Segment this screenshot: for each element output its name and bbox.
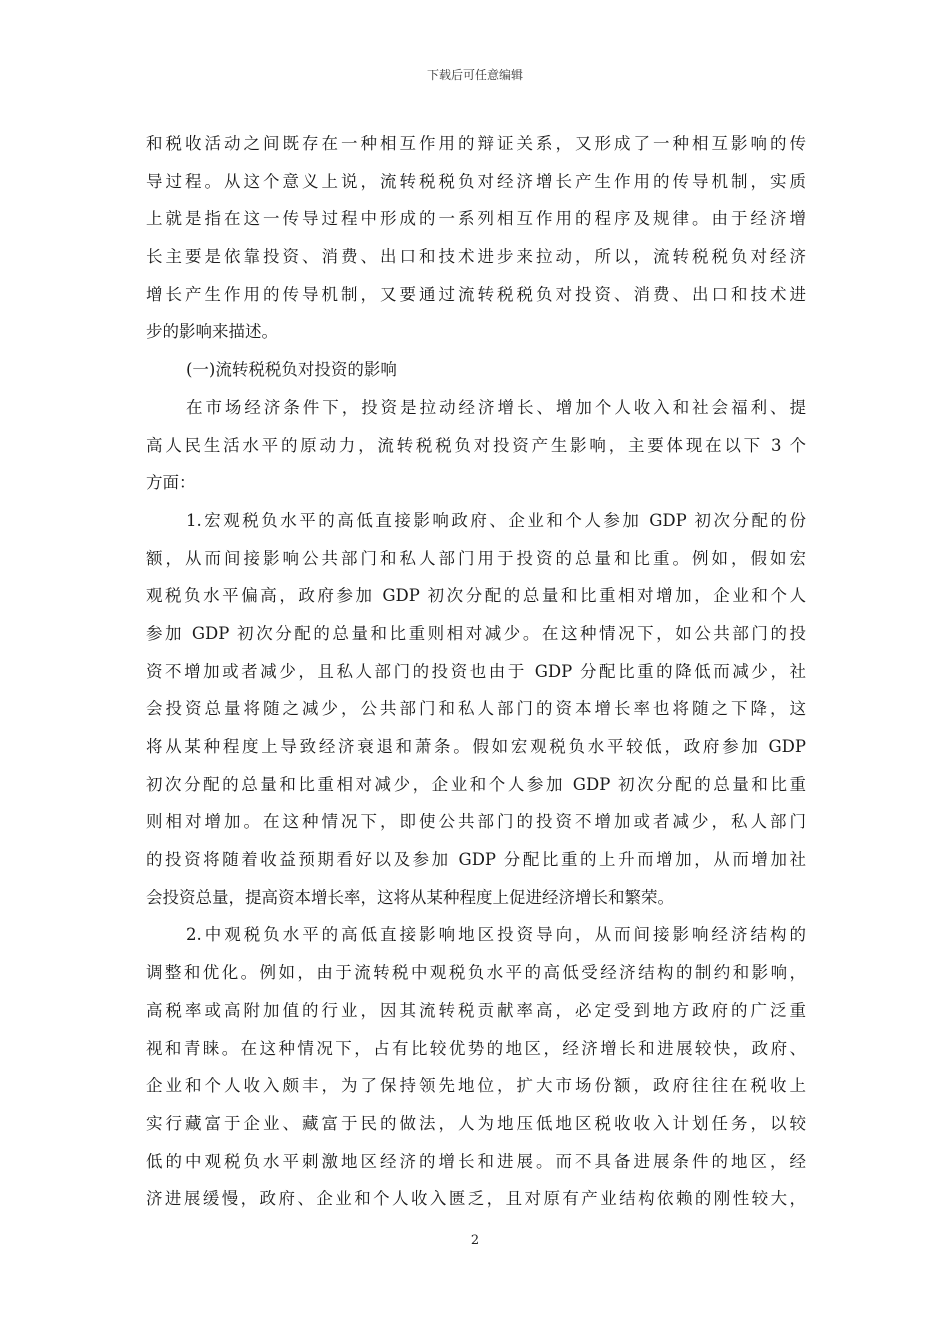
text-line bbox=[146, 540, 806, 578]
text-line-content: 资不增加或者减少，且私人部门的投资也由于 GDP 分配比重的降低而减少，社 bbox=[146, 661, 806, 681]
text-line bbox=[146, 841, 806, 879]
text-line bbox=[146, 1105, 806, 1143]
text-line bbox=[146, 238, 806, 276]
text-line bbox=[146, 954, 806, 992]
text-line-content: 将从某种程度上导致经济衰退和萧条。假如宏观税负水平较低，政府参加 GDP bbox=[146, 737, 806, 756]
text-line bbox=[146, 615, 806, 653]
text-line-content: 实行藏富于企业、藏富于民的做法，人为地压低地区税收收入计划任务，以较 bbox=[146, 1113, 806, 1133]
text-line bbox=[146, 351, 806, 389]
text-line-content: 增长产生作用的传导机制，又要通过流转税税负对投资、消费、出口和技术进 bbox=[146, 284, 806, 304]
page-number: 2 bbox=[470, 1233, 480, 1248]
text-line bbox=[146, 1180, 806, 1218]
text-line bbox=[146, 125, 806, 163]
text-line-content: 和税收活动之间既存在一种相互作用的辩证关系，又形成了一种相互影响的传 bbox=[146, 134, 806, 153]
text-line-content: 上就是指在这一传导过程中形成的一系列相互作用的程序及规律。由于经济增 bbox=[146, 209, 806, 229]
text-line bbox=[146, 1067, 806, 1105]
text-line-content: 高人民生活水平的原动力，流转税税负对投资产生影响，主要体现在以下 3 个 bbox=[146, 435, 806, 455]
text-line bbox=[146, 163, 806, 201]
text-line-content: 在市场经济条件下，投资是拉动经济增长、增加个人收入和社会福利、提 bbox=[186, 397, 806, 417]
page-header: 下载后可任意编辑 bbox=[426, 68, 523, 82]
text-line-content: 导过程。从这个意义上说，流转税税负对经济增长产生作用的传导机制，实质 bbox=[146, 171, 806, 191]
text-line-content: 会投资总量将随之减少，公共部门和私人部门的资本增长率也将随之下降，这 bbox=[146, 699, 806, 719]
text-line-content: 的投资将随着收益预期看好以及参加 GDP 分配比重的上升而增加，从而增加社 bbox=[146, 850, 806, 870]
text-line bbox=[146, 1143, 806, 1181]
text-line bbox=[146, 200, 806, 238]
text-line-content: 调整和优化。例如，由于流转税中观税负水平的高低受经济结构的制约和影响， bbox=[146, 963, 806, 983]
text-line-content: 额，从而间接影响公共部门和私人部门用于投资的总量和比重。例如，假如宏 bbox=[146, 548, 806, 568]
text-line-content: 观税负水平偏高，政府参加 GDP 初次分配的总量和比重相对增加，企业和个人 bbox=[146, 586, 806, 606]
text-line-content: 低的中观税负水平刺激地区经济的增长和进展。而不具备进展条件的地区，经 bbox=[146, 1151, 806, 1171]
text-line bbox=[146, 803, 806, 841]
text-line-content: 高税率或高附加值的行业，因其流转税贡献率高，必定受到地方政府的广泛重 bbox=[146, 1000, 806, 1020]
text-line bbox=[146, 313, 806, 351]
text-line bbox=[146, 502, 806, 540]
text-line bbox=[146, 464, 806, 502]
text-line-content: 视和青睐。在这种情况下，占有比较优势的地区，经济增长和进展较快，政府、 bbox=[146, 1038, 806, 1058]
text-line bbox=[146, 427, 806, 465]
text-line bbox=[146, 879, 806, 917]
text-line-content: 初次分配的总量和比重相对减少，企业和个人参加 GDP 初次分配的总量和比重 bbox=[146, 774, 806, 794]
text-line-content: 方面： bbox=[146, 473, 196, 493]
text-line bbox=[146, 766, 806, 804]
text-line-content: 会投资总量，提高资本增长率，这将从某种程度上促进经济增长和繁荣。 bbox=[146, 887, 674, 907]
text-line bbox=[146, 577, 806, 615]
text-line-content: 步的影响来描述。 bbox=[146, 322, 278, 342]
text-line bbox=[146, 276, 806, 314]
text-line-content: 参加 GDP 初次分配的总量和比重则相对减少。在这种情况下，如公共部门的投 bbox=[146, 623, 806, 643]
text-line-content: 企业和个人收入颇丰，为了保持领先地位，扩大市场份额，政府往往在税收上 bbox=[146, 1076, 806, 1096]
text-line-content: 长主要是依靠投资、消费、出口和技术进步来拉动，所以，流转税税负对经济 bbox=[146, 247, 806, 267]
text-line bbox=[146, 992, 806, 1030]
text-line-content: 1.宏观税负水平的高低直接影响政府、企业和个人参加 GDP 初次分配的份 bbox=[186, 510, 806, 530]
text-line bbox=[146, 653, 806, 691]
text-line-content: (一)流转税税负对投资的影响 bbox=[186, 360, 397, 380]
text-line-content: 济进展缓慢，政府、企业和个人收入匮乏，且对原有产业结构依赖的刚性较大， bbox=[146, 1189, 806, 1209]
text-line bbox=[146, 1030, 806, 1068]
text-line bbox=[146, 728, 806, 766]
text-line bbox=[146, 389, 806, 427]
text-line bbox=[146, 690, 806, 728]
text-line-content: 2.中观税负水平的高低直接影响地区投资导向，从而间接影响经济结构的 bbox=[186, 925, 806, 945]
text-line bbox=[146, 916, 806, 954]
text-line-content: 则相对增加。在这种情况下，即使公共部门的投资不增加或者减少，私人部门 bbox=[146, 812, 806, 832]
document-body bbox=[146, 125, 806, 1218]
